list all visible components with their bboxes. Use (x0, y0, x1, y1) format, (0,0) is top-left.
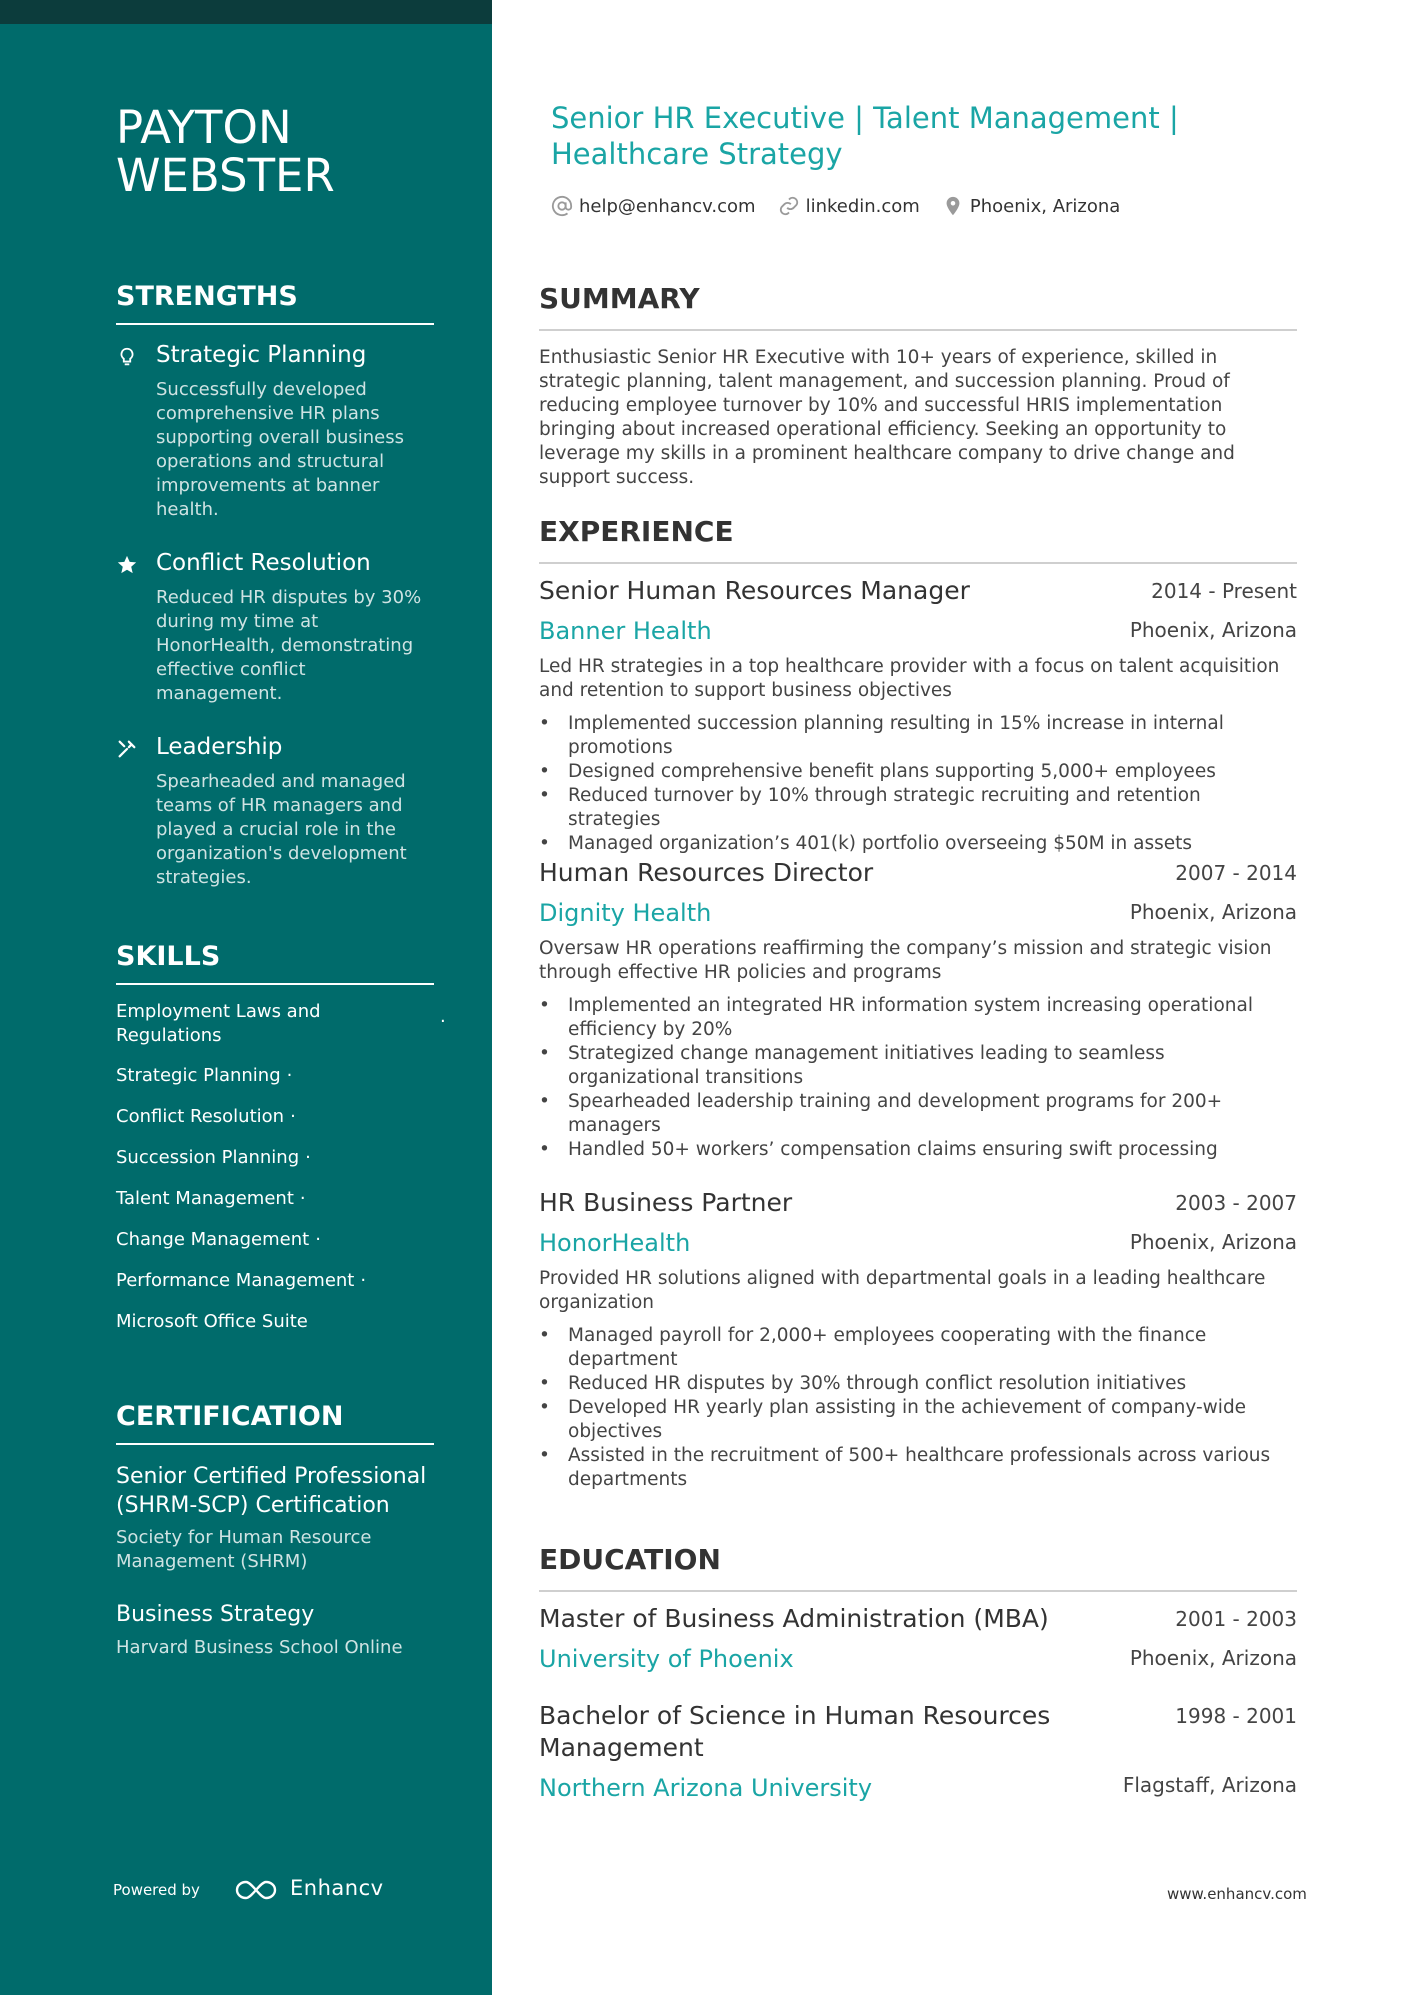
job-title: Human Resources Director (539, 858, 874, 887)
linkedin-text: linkedin.com (805, 195, 920, 217)
skill-item: Talent Management · (116, 1188, 306, 1209)
skill-item: Succession Planning · (116, 1147, 311, 1168)
bullet-item: • Strategized change management initiatives leading to seamless organizational transitions (539, 1042, 1297, 1090)
job-bullets (539, 712, 1297, 856)
education-dates: 2001 - 2003 (1175, 1607, 1297, 1631)
job-location: Phoenix, Arizona (1129, 618, 1297, 642)
strengths-heading: STRENGTHS (116, 280, 434, 325)
skill-item: Microsoft Office Suite (116, 1311, 308, 1332)
company-name: Dignity Health (539, 899, 712, 927)
summary-heading: SUMMARY (539, 282, 1297, 331)
contact-email[interactable] (551, 195, 756, 217)
job-location: Phoenix, Arizona (1129, 900, 1297, 924)
sidebar-top-bar (0, 0, 492, 24)
location-pin-icon (942, 195, 964, 217)
contact-linkedin[interactable] (778, 195, 920, 217)
skill-item: Employment Laws and Regulations · (116, 1001, 446, 1046)
skills-list (116, 1000, 446, 1351)
job-description: Led HR strategies in a top healthcare provider with a focus on talent acquisition and retention to support business objectives (539, 656, 1280, 701)
location-text: Phoenix, Arizona (969, 195, 1121, 217)
skill-item: Performance Management · (116, 1270, 367, 1291)
strength-title: Strategic Planning (156, 342, 367, 368)
tools-icon (116, 738, 138, 760)
education-heading: EDUCATION (539, 1543, 1297, 1592)
skill-item: Strategic Planning · (116, 1065, 293, 1086)
footer-url[interactable]: www.enhancv.com (1167, 1885, 1307, 1903)
enhancv-logo-icon (232, 1876, 280, 1904)
job-dates: 2003 - 2007 (1175, 1191, 1297, 1215)
enhancv-brand: Enhancv (290, 1876, 384, 1900)
bullet-item: • Implemented succession planning resulting in 15% increase in internal promotions (539, 712, 1297, 760)
star-icon (116, 554, 138, 576)
link-icon (778, 195, 800, 217)
bullet-item: • Reduced turnover by 10% through strategic recruiting and retention strategies (539, 784, 1297, 832)
strength-title: Leadership (156, 734, 283, 760)
name-first: PAYTON (116, 101, 292, 154)
powered-by-label: Powered by (113, 1881, 200, 1899)
school-location: Flagstaff, Arizona (1122, 1773, 1297, 1797)
experience-heading: EXPERIENCE (539, 515, 1297, 564)
certification-heading: CERTIFICATION (116, 1400, 434, 1445)
job-dates: 2007 - 2014 (1175, 861, 1297, 885)
strength-title: Conflict Resolution (156, 550, 371, 576)
email-text: help@enhancv.com (579, 195, 756, 217)
certification-title: Business Strategy (116, 1602, 315, 1627)
at-icon (551, 195, 573, 217)
main-content (492, 0, 1410, 1995)
degree-title: Master of Business Administration (MBA) (539, 1604, 1049, 1633)
job-title: Senior Human Resources Manager (539, 576, 970, 605)
summary-text: Enthusiastic Senior HR Executive with 10+ years of experience, skilled in strategic planning, talent management, and succession planning. Proud of reducing employee turnover by 10% and successful HRIS implementation bringing about increased operational efficiency. Seeking an opportunity to leverage my skills in a prominent healthcare company to drive change and support success. (539, 347, 1235, 488)
name-last: WEBSTER (116, 149, 335, 202)
education-dates: 1998 - 2001 (1175, 1704, 1297, 1728)
job-description: Provided HR solutions aligned with departmental goals in a leading healthcare organization (539, 1268, 1266, 1313)
company-name: Banner Health (539, 617, 712, 645)
contact-row (551, 193, 1142, 219)
strength-desc: Successfully developed comprehensive HR plans supporting overall business operations and structural improvements at banner health. (156, 379, 405, 520)
job-dates: 2014 - Present (1151, 579, 1297, 603)
lightbulb-icon (116, 346, 138, 368)
sidebar (0, 0, 492, 1995)
bullet-item: • Spearheaded leadership training and development programs for 200+ managers (539, 1090, 1297, 1138)
school-location: Phoenix, Arizona (1129, 1646, 1297, 1670)
certification-org: Society for Human Resource Management (SHRM) (116, 1527, 372, 1572)
job-description: Oversaw HR operations reaffirming the company’s mission and strategic vision through effective HR policies and programs (539, 938, 1272, 983)
certification-title: Senior Certified Professional (SHRM-SCP) Certification (116, 1464, 427, 1518)
skill-item: Conflict Resolution · (116, 1106, 296, 1127)
school-name: University of Phoenix (539, 1645, 794, 1673)
bullet-item: • Implemented an integrated HR information system increasing operational efficiency by 20% (539, 994, 1297, 1042)
job-location: Phoenix, Arizona (1129, 1230, 1297, 1254)
strength-desc: Spearheaded and managed teams of HR managers and played a crucial role in the organization's development strategies. (156, 771, 407, 888)
skill-item: Change Management · (116, 1229, 321, 1250)
bullet-item: • Managed organization’s 401(k) portfolio overseeing $50M in assets (539, 832, 1297, 856)
skills-heading: SKILLS (116, 940, 434, 985)
strength-desc: Reduced HR disputes by 30% during my time at HonorHealth, demonstrating effective conflict management. (156, 587, 422, 704)
bullet-item: • Reduced HR disputes by 30% through conflict resolution initiatives (539, 1372, 1297, 1396)
job-title: HR Business Partner (539, 1188, 793, 1217)
contact-location (942, 195, 1120, 217)
job-bullets (539, 994, 1297, 1162)
degree-title: Bachelor of Science in Human Resources Management (539, 1701, 1051, 1762)
candidate-name (116, 101, 456, 202)
school-name: Northern Arizona University (539, 1774, 873, 1802)
bullet-item: • Designed comprehensive benefit plans supporting 5,000+ employees (539, 760, 1297, 784)
bullet-item: • Developed HR yearly plan assisting in the achievement of company-wide objectives (539, 1396, 1297, 1444)
headline: Senior HR Executive | Talent Management | Healthcare Strategy (551, 101, 1179, 171)
bullet-item: • Handled 50+ workers’ compensation claims ensuring swift processing (539, 1138, 1297, 1162)
bullet-item: • Managed payroll for 2,000+ employees cooperating with the finance department (539, 1324, 1297, 1372)
bullet-item: • Assisted in the recruitment of 500+ healthcare professionals across various departments (539, 1444, 1297, 1492)
company-name: HonorHealth (539, 1229, 691, 1257)
job-bullets (539, 1324, 1297, 1492)
certification-org: Harvard Business School Online (116, 1637, 403, 1658)
